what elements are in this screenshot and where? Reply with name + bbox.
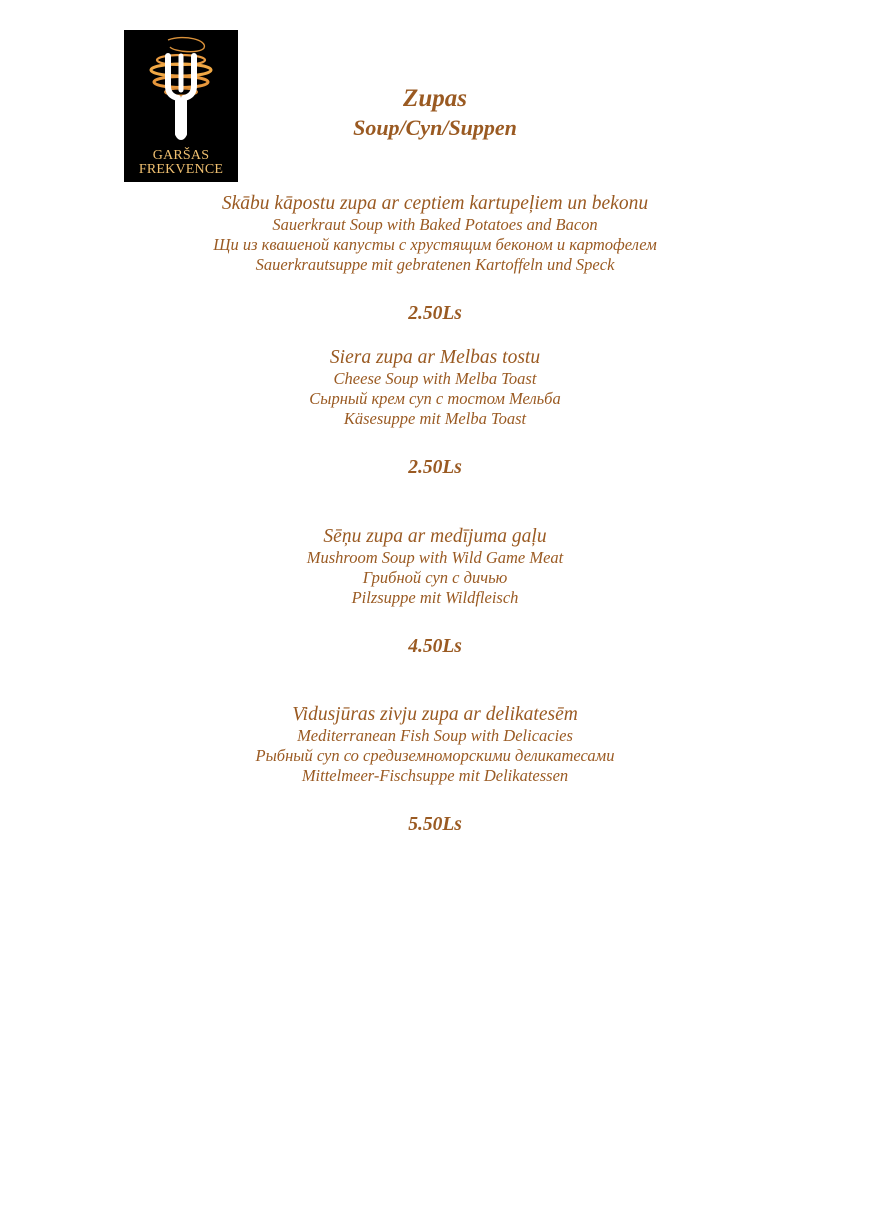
item-price: 5.50Ls	[408, 814, 462, 835]
menu-item	[0, 525, 870, 659]
menu-item	[0, 346, 870, 480]
item-name: Skābu kāpostu zupa ar ceptiem kartupeļiem un bekonu	[221, 193, 649, 214]
item-name-ru: Сырный крем суп с тостом Мельба	[309, 389, 561, 408]
menu-item	[0, 703, 870, 837]
item-name: Siera zupa ar Melbas tostu	[329, 347, 541, 368]
item-name-de: Mittelmeer-Fischsuppe mit Delikatessen	[301, 766, 569, 785]
item-price: 2.50Ls	[408, 303, 462, 324]
item-name-en: Sauerkraut Soup with Baked Potatoes and Bacon	[272, 215, 598, 234]
item-name-de: Pilzsuppe mit Wildfleisch	[351, 588, 519, 607]
logo-text-line1: GARŠAS	[152, 148, 210, 163]
item-name-ru: Рыбный суп со средиземноморскими деликатесами	[255, 746, 615, 765]
item-name-ru: Щи из квашеной капусты с хрустящим беконом и картофелем	[213, 235, 657, 254]
item-name-en: Cheese Soup with Melba Toast	[333, 369, 537, 388]
item-price: 2.50Ls	[408, 457, 462, 478]
item-name: Vidusjūras zivju zupa ar delikatesēm	[292, 704, 578, 725]
item-price: 4.50Ls	[408, 636, 462, 657]
item-name-en: Mediterranean Fish Soup with Delicacies	[297, 726, 573, 745]
menu-section-subtitle: Soup/Суп/Suppen	[353, 115, 517, 140]
item-name-de: Käsesuppe mit Melba Toast	[343, 409, 527, 428]
menu-section-title: Zupas	[403, 85, 467, 112]
logo-text-line2: FREKVENCE	[138, 162, 224, 177]
item-name-de: Sauerkrautsuppe mit gebratenen Kartoffeln und Speck	[255, 255, 615, 274]
item-name-ru: Грибной суп с дичью	[362, 568, 508, 587]
item-name: Sēņu zupa ar medījuma gaļu	[323, 526, 547, 547]
item-name-en: Mushroom Soup with Wild Game Meat	[306, 548, 564, 567]
menu-item	[0, 192, 870, 326]
